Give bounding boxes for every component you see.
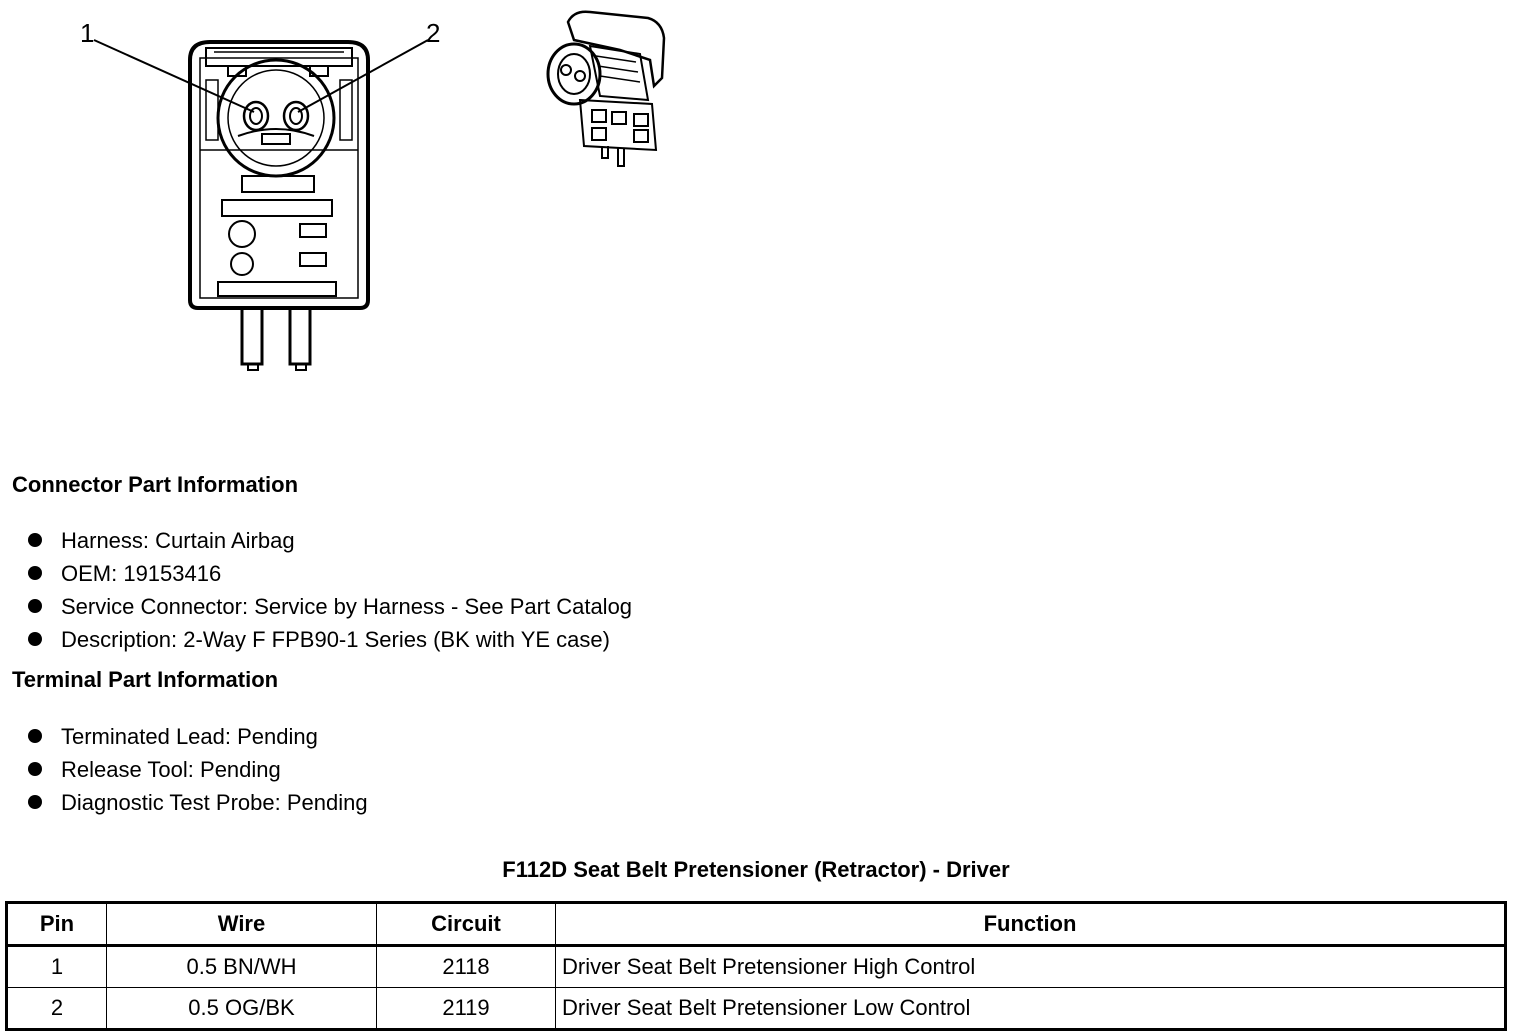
list-item: Service Connector: Service by Harness - See Part Catalog (28, 590, 632, 623)
connector-front-view (190, 42, 368, 370)
list-item: Terminated Lead: Pending (28, 720, 368, 753)
terminal-part-info-list (28, 720, 368, 819)
callout-label-1: 1 (80, 18, 95, 48)
bullet-icon (28, 729, 42, 743)
list-item: Description: 2-Way F FPB90-1 Series (BK with YE case) (28, 623, 632, 656)
connector-illustration (0, 0, 720, 400)
table-header-row (7, 903, 1506, 946)
cell-wire: 0.5 BN/WH (107, 946, 377, 988)
list-item: Diagnostic Test Probe: Pending (28, 786, 368, 819)
list-item: Harness: Curtain Airbag (28, 524, 632, 557)
cell-function: Driver Seat Belt Pretensioner Low Control (556, 988, 1506, 1030)
cell-circuit: 2118 (377, 946, 556, 988)
column-header-function: Function (556, 903, 1506, 946)
table-row (7, 988, 1506, 1030)
table-title: F112D Seat Belt Pretensioner (Retractor) - Driver (502, 857, 1010, 882)
connector-isometric-view (548, 12, 664, 166)
callout-label-2: 2 (426, 18, 441, 48)
bullet-icon (28, 566, 42, 580)
connector-part-info-heading: Connector Part Information (12, 472, 299, 497)
bullet-icon (28, 795, 42, 809)
column-header-wire: Wire (107, 903, 377, 946)
terminal-part-info-heading: Terminal Part Information (12, 667, 279, 692)
column-header-pin: Pin (7, 903, 107, 946)
connector-part-info-list (28, 524, 632, 656)
cell-wire: 0.5 OG/BK (107, 988, 377, 1030)
list-item: OEM: 19153416 (28, 557, 632, 590)
bullet-icon (28, 762, 42, 776)
pinout-table (5, 901, 1507, 1031)
bullet-icon (28, 632, 42, 646)
cell-circuit: 2119 (377, 988, 556, 1030)
callout-lines (94, 40, 428, 112)
column-header-circuit: Circuit (377, 903, 556, 946)
cell-pin: 2 (7, 988, 107, 1030)
bullet-icon (28, 533, 42, 547)
cell-function: Driver Seat Belt Pretensioner High Control (556, 946, 1506, 988)
table-row (7, 946, 1506, 988)
bullet-icon (28, 599, 42, 613)
cell-pin: 1 (7, 946, 107, 988)
list-item: Release Tool: Pending (28, 753, 368, 786)
